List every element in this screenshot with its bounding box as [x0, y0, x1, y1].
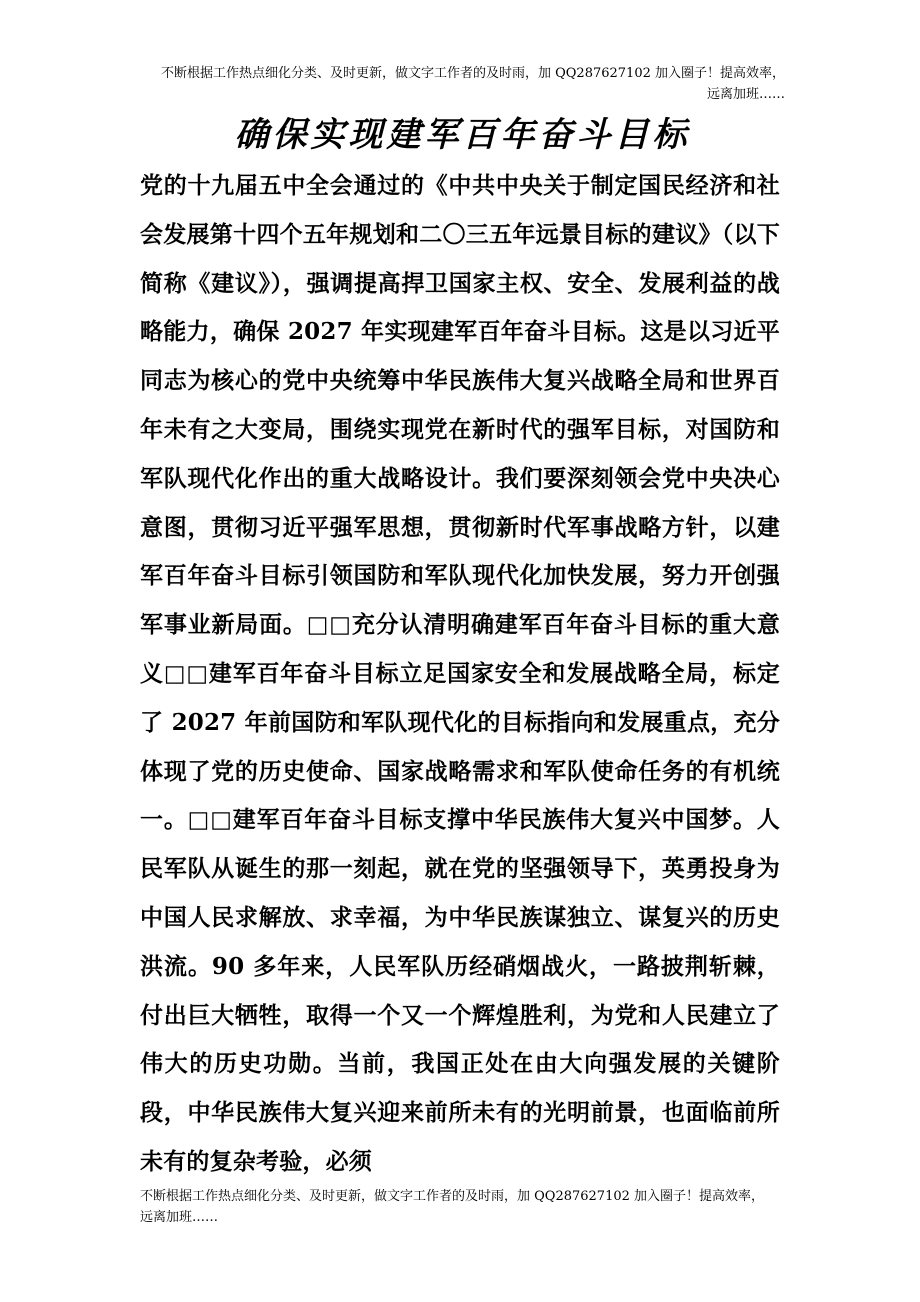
footer-note-line1: 不断根据工作热点细化分类、及时更新，做文字工作者的及时雨，加 QQ287627102 加入圈子！提高效率，: [140, 1189, 765, 1204]
body-paragraph: 党的十九届五中全会通过的《中共中央关于制定国民经济和社会发展第十四个五年规划和二〇三五年远景目标的建议》（以下简称《建议》），强调提高捍卫国家主权、安全、发展利益的战略能力，确保 2027 年实现建军百年奋斗目标。这是以习近平同志为核心的党中央统筹中华民族伟大复兴战略全局和世界百年未有之大变局，围绕实现党在新时代的强军目标，对国防和军队现代化作出的重大战略设计。我们要深刻领会党中央决心意图，贯彻习近平强军思想，贯彻新时代军事战略方针，以建军百年奋斗目标引领国防和军队现代化加快发展，努力开创强军事业新局面。□□充分认清明确建军百年奋斗目标的重大意义□□建军百年奋斗目标立足国家安全和发展战略全局，标定了 2027 年前国防和军队现代化的目标指向和发展重点，充分体现了党的历史使命、国家战略需求和军队使命任务的有机统一。□□建军百年奋斗目标支撑中华民族伟大复兴中国梦。人民军队从诞生的那一刻起，就在党的坚强领导下，英勇投身为中国人民求解放、求幸福，为中华民族谋独立、谋复兴的历史洪流。90 多年来，人民军队历经硝烟战火，一路披荆斩棘，付出巨大牺牲，取得一个又一个辉煌胜利，为党和人民建立了伟大的历史功勋。当前，我国正处在由大向强发展的关键阶段，中华民族伟大复兴迎来前所未有的光明前景，也面临前所未有的复杂考验，必须: [140, 172, 780, 1175]
footer-note: [140, 1186, 785, 1228]
header-note-line2: 远离加班……: [706, 87, 785, 102]
footer-note-line2: 远离加班……: [140, 1210, 219, 1225]
document-title: 确保实现建军百年奋斗目标: [234, 115, 691, 155]
header-note-line1: 不断根据工作热点细化分类、及时更新，做文字工作者的及时雨，加 QQ287627102 加入圈子！提高效率，: [160, 66, 785, 81]
header-note: [140, 63, 785, 105]
